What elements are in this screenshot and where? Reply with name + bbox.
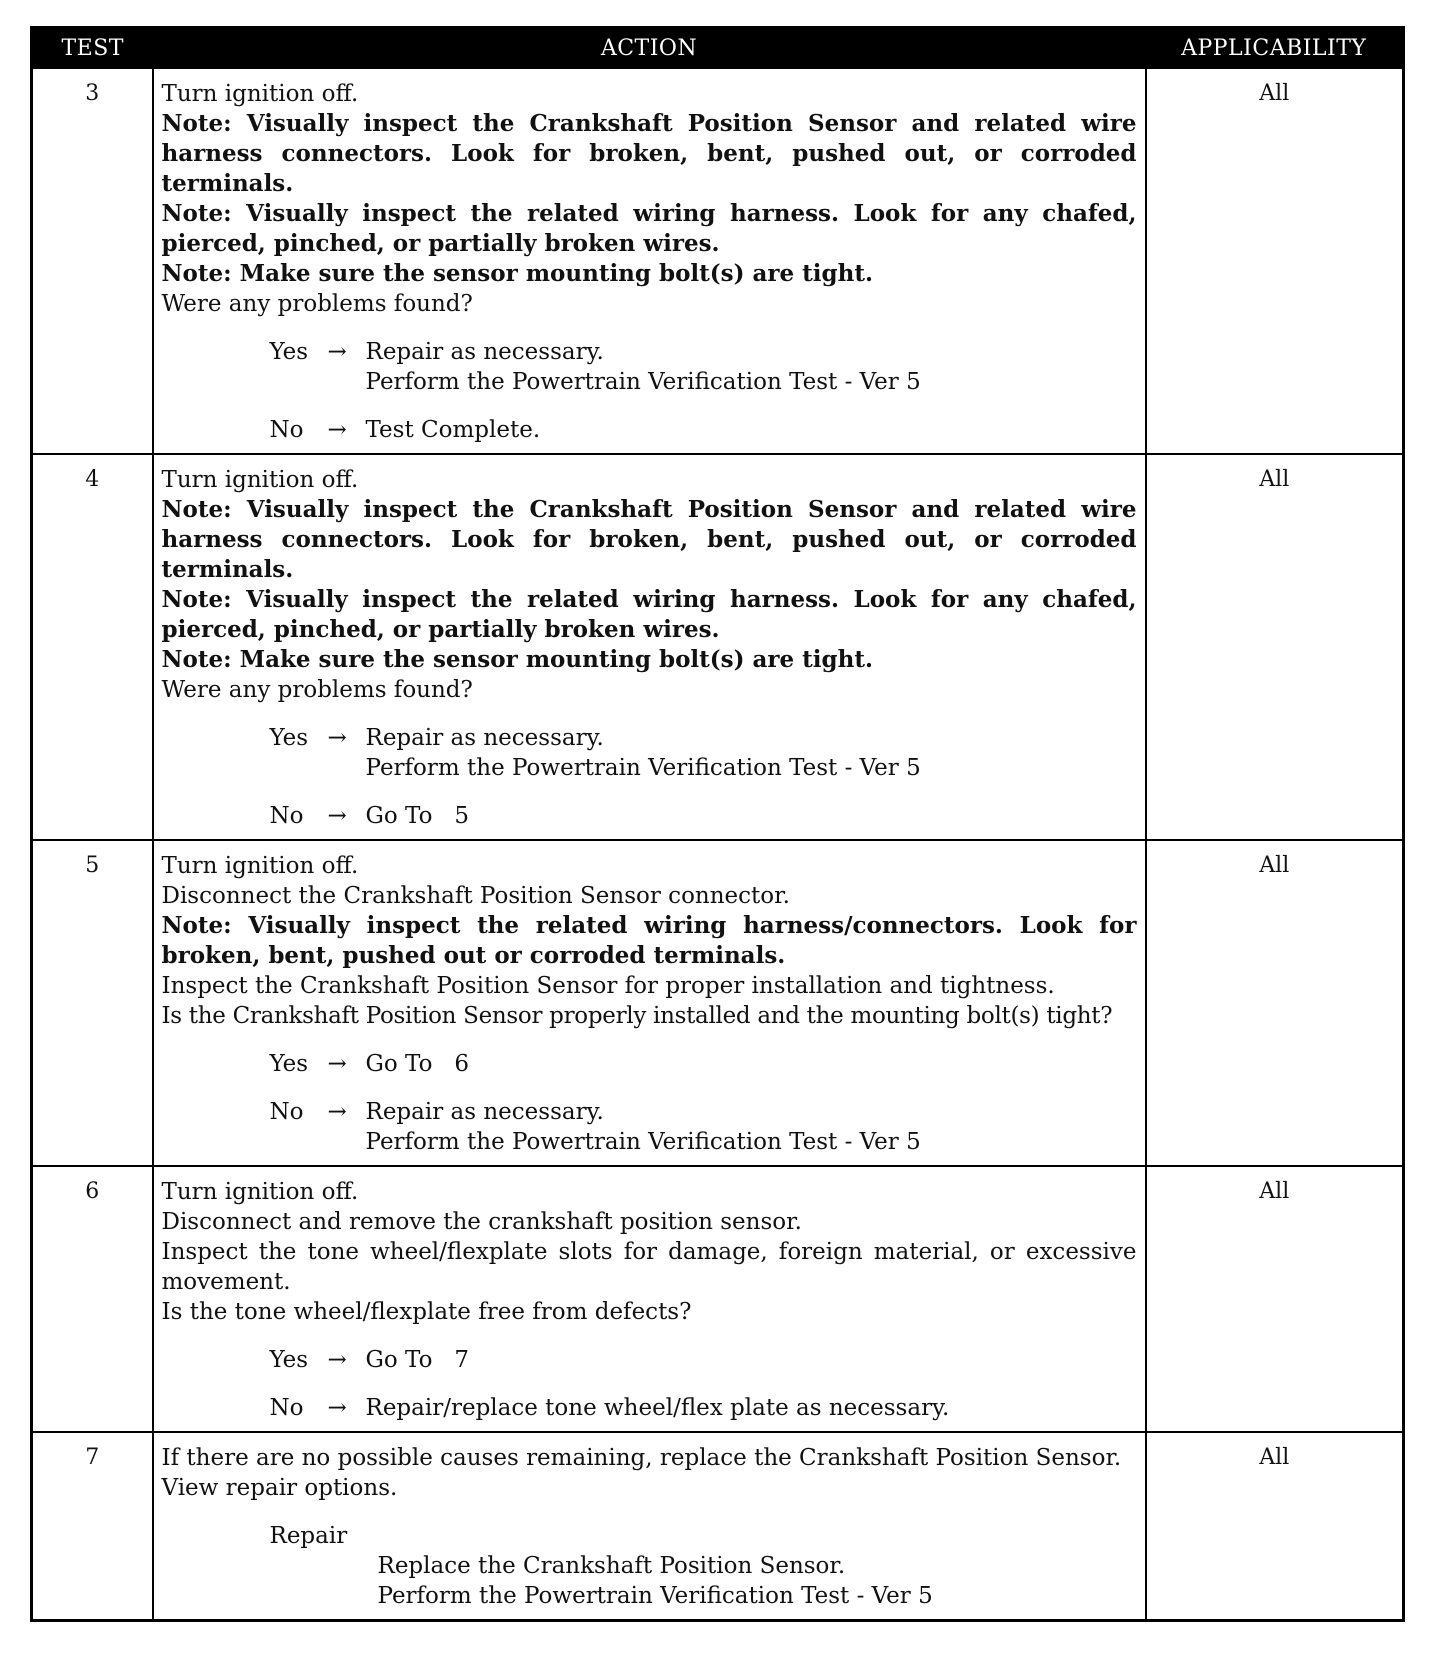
action-question: Were any problems found? — [161, 677, 473, 703]
answer-no — [270, 1097, 1137, 1157]
action-line: If there are no possible causes remaining, replace the Crankshaft Position Sensor. — [161, 1445, 1122, 1471]
arrow-icon: → — [327, 1099, 347, 1125]
applicability-value: All — [1146, 1166, 1404, 1432]
answer-result — [366, 723, 1137, 783]
arrow-icon: → — [327, 1395, 347, 1421]
table-row — [32, 68, 1404, 454]
action-line: Turn ignition off. — [161, 467, 359, 493]
answer-yes — [270, 1049, 1137, 1079]
answer-no — [270, 1393, 1137, 1423]
repair-options — [270, 1521, 1137, 1611]
answer-no — [270, 801, 1137, 831]
answer-result-line: Go To 5 — [365, 803, 469, 829]
answer-result — [366, 801, 1137, 831]
diagnostic-table-sheet — [30, 26, 1402, 1622]
answer-result-line: Perform the Powertrain Verification Test - Ver 5 — [365, 369, 921, 395]
answer-result-line: Go To 7 — [365, 1347, 469, 1373]
table-row — [32, 1166, 1404, 1432]
arrow-icon: → — [327, 1347, 347, 1373]
answer-result-line: Perform the Powertrain Verification Test - Ver 5 — [365, 755, 921, 781]
table-header-row — [32, 28, 1404, 69]
answer-label: Yes — [269, 1051, 309, 1077]
action-note: Note: Visually inspect the related wiring harness. Look for any chafed, pierced, pinched, or partially broken wires. — [161, 200, 1137, 257]
answer-result — [366, 337, 1137, 397]
applicability-value: All — [1146, 1432, 1404, 1621]
action-cell — [153, 1432, 1146, 1621]
answer-result-line: Repair as necessary. — [365, 339, 604, 365]
answer-yes — [270, 337, 1137, 397]
action-note: Note: Visually inspect the related wiring harness/connectors. Look for broken, bent, pushed out or corroded terminals. — [161, 912, 1137, 969]
arrow-icon: → — [327, 339, 347, 365]
arrow-icon: → — [327, 417, 347, 443]
action-question: Were any problems found? — [161, 291, 473, 317]
applicability-value: All — [1146, 454, 1404, 840]
action-cell — [153, 454, 1146, 840]
answer-result-line: Test Complete. — [365, 417, 541, 443]
action-question: Is the tone wheel/flexplate free from defects? — [161, 1299, 692, 1325]
answer-result — [366, 1345, 1137, 1375]
test-number: 6 — [32, 1166, 153, 1432]
applicability-value: All — [1146, 840, 1404, 1166]
header-test: TEST — [32, 28, 153, 69]
answer-label: No — [269, 803, 304, 829]
action-note: Note: Visually inspect the Crankshaft Position Sensor and related wire harness connectors. Look for broken, bent, pushed out, or corroded terminals. — [161, 110, 1137, 197]
action-line: Inspect the Crankshaft Position Sensor for proper installation and tightness. — [161, 973, 1055, 999]
answer-result — [366, 1097, 1137, 1157]
answer-label: Yes — [269, 725, 309, 751]
table-row — [32, 454, 1404, 840]
answer-result — [366, 1393, 1137, 1423]
arrow-icon: → — [327, 803, 347, 829]
header-applicability: APPLICABILITY — [1146, 28, 1404, 69]
answer-label: Yes — [269, 1347, 309, 1373]
action-line: Disconnect the Crankshaft Position Sensor connector. — [161, 883, 790, 909]
answer-result-line: Repair/replace tone wheel/flex plate as necessary. — [365, 1395, 950, 1421]
answer-result — [366, 1049, 1137, 1079]
repair-step: Perform the Powertrain Verification Test - Ver 5 — [377, 1583, 933, 1609]
action-note: Note: Make sure the sensor mounting bolt(s) are tight. — [161, 646, 873, 673]
test-number: 7 — [32, 1432, 153, 1621]
answer-result-line: Perform the Powertrain Verification Test - Ver 5 — [365, 1129, 921, 1155]
answer-label: No — [269, 1395, 304, 1421]
answer-label: No — [269, 1099, 304, 1125]
action-line: Turn ignition off. — [161, 1179, 359, 1205]
action-note: Note: Visually inspect the Crankshaft Position Sensor and related wire harness connectors. Look for broken, bent, pushed out, or corroded terminals. — [161, 496, 1137, 583]
repair-step: Replace the Crankshaft Position Sensor. — [377, 1553, 846, 1579]
action-note: Note: Visually inspect the related wiring harness. Look for any chafed, pierced, pinched, or partially broken wires. — [161, 586, 1137, 643]
action-note: Note: Make sure the sensor mounting bolt(s) are tight. — [161, 260, 873, 287]
action-cell — [153, 68, 1146, 454]
action-line: Turn ignition off. — [161, 853, 359, 879]
action-question: Is the Crankshaft Position Sensor properly installed and the mounting bolt(s) tight? — [161, 1003, 1113, 1029]
answer-result-line: Go To 6 — [365, 1051, 469, 1077]
table-row — [32, 1432, 1404, 1621]
answer-result — [366, 415, 1137, 445]
answer-result-line: Repair as necessary. — [365, 1099, 604, 1125]
action-cell — [153, 1166, 1146, 1432]
answer-label: No — [269, 417, 304, 443]
diagnostic-test-table — [30, 26, 1405, 1622]
answer-yes — [270, 1345, 1137, 1375]
arrow-icon: → — [327, 1051, 347, 1077]
applicability-value: All — [1146, 68, 1404, 454]
answer-yes — [270, 723, 1137, 783]
test-number: 3 — [32, 68, 153, 454]
action-line: Inspect the tone wheel/flexplate slots for damage, foreign material, or excessive movement. — [161, 1239, 1137, 1295]
table-row — [32, 840, 1404, 1166]
answer-no — [270, 415, 1137, 445]
action-line: View repair options. — [161, 1475, 398, 1501]
answer-label: Yes — [269, 339, 309, 365]
arrow-icon: → — [327, 725, 347, 751]
action-cell — [153, 840, 1146, 1166]
header-action: ACTION — [153, 28, 1146, 69]
answer-result-line: Repair as necessary. — [365, 725, 604, 751]
repair-label: Repair — [269, 1523, 348, 1549]
action-line: Turn ignition off. — [161, 81, 359, 107]
action-line: Disconnect and remove the crankshaft position sensor. — [161, 1209, 802, 1235]
test-number: 4 — [32, 454, 153, 840]
test-number: 5 — [32, 840, 153, 1166]
